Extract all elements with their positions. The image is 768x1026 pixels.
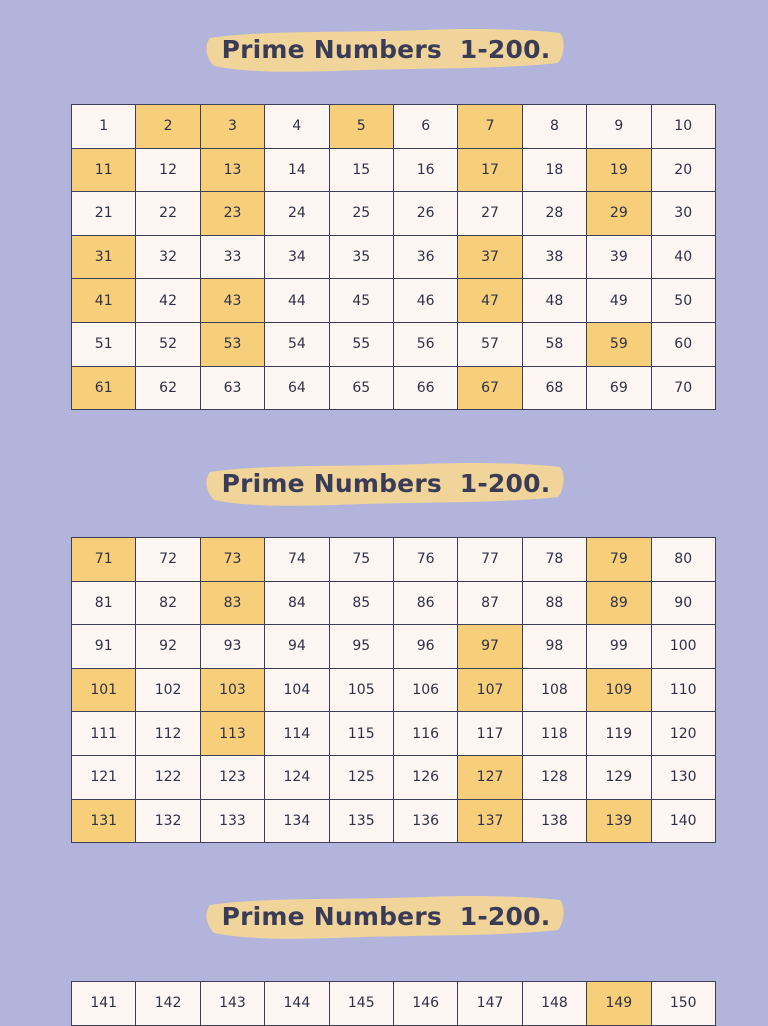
number-cell: 49 <box>587 279 651 323</box>
number-row <box>72 235 716 279</box>
number-cell: 124 <box>265 755 329 799</box>
number-row <box>72 755 716 799</box>
number-cell: 74 <box>265 538 329 582</box>
prime-number-cell: 109 <box>587 668 651 712</box>
number-cell: 105 <box>329 668 393 712</box>
number-cell: 15 <box>329 148 393 192</box>
number-cell: 70 <box>651 366 715 410</box>
prime-number-cell: 37 <box>458 235 522 279</box>
number-cell: 136 <box>393 799 457 843</box>
number-cell: 134 <box>265 799 329 843</box>
number-cell: 112 <box>136 712 200 756</box>
number-cell: 28 <box>522 192 586 236</box>
number-cell: 110 <box>651 668 715 712</box>
number-cell: 88 <box>522 581 586 625</box>
number-cell: 4 <box>265 105 329 149</box>
number-cell: 77 <box>458 538 522 582</box>
number-cell: 81 <box>72 581 136 625</box>
number-cell: 50 <box>651 279 715 323</box>
number-row <box>72 105 716 149</box>
number-cell: 133 <box>200 799 264 843</box>
number-cell: 39 <box>587 235 651 279</box>
number-cell: 150 <box>651 982 715 1026</box>
number-cell: 54 <box>265 322 329 366</box>
prime-number-cell: 2 <box>136 105 200 149</box>
number-cell: 33 <box>200 235 264 279</box>
number-cell: 117 <box>458 712 522 756</box>
prime-number-cell: 79 <box>587 538 651 582</box>
number-cell: 40 <box>651 235 715 279</box>
number-cell: 132 <box>136 799 200 843</box>
number-cell: 25 <box>329 192 393 236</box>
prime-number-cell: 113 <box>200 712 264 756</box>
prime-number-cell: 11 <box>72 148 136 192</box>
prime-number-cell: 73 <box>200 538 264 582</box>
number-row <box>72 322 716 366</box>
number-cell: 72 <box>136 538 200 582</box>
number-cell: 48 <box>522 279 586 323</box>
prime-number-cell: 89 <box>587 581 651 625</box>
number-cell: 80 <box>651 538 715 582</box>
number-row <box>72 366 716 410</box>
prime-number-cell: 17 <box>458 148 522 192</box>
number-cell: 9 <box>587 105 651 149</box>
prime-number-cell: 127 <box>458 755 522 799</box>
prime-number-cell: 19 <box>587 148 651 192</box>
number-row <box>72 279 716 323</box>
number-cell: 99 <box>587 625 651 669</box>
number-cell: 36 <box>393 235 457 279</box>
number-cell: 27 <box>458 192 522 236</box>
number-cell: 135 <box>329 799 393 843</box>
number-cell: 93 <box>200 625 264 669</box>
section-title-text: Prime Numbers 1-200. <box>221 468 551 498</box>
prime-number-cell: 139 <box>587 799 651 843</box>
number-cell: 148 <box>522 982 586 1026</box>
number-cell: 120 <box>651 712 715 756</box>
prime-number-cell: 71 <box>72 538 136 582</box>
prime-number-cell: 83 <box>200 581 264 625</box>
number-cell: 85 <box>329 581 393 625</box>
number-cell: 10 <box>651 105 715 149</box>
number-cell: 104 <box>265 668 329 712</box>
number-cell: 68 <box>522 366 586 410</box>
number-cell: 122 <box>136 755 200 799</box>
prime-number-cell: 53 <box>200 322 264 366</box>
number-cell: 116 <box>393 712 457 756</box>
number-cell: 45 <box>329 279 393 323</box>
number-cell: 8 <box>522 105 586 149</box>
number-cell: 142 <box>136 982 200 1026</box>
number-cell: 57 <box>458 322 522 366</box>
number-cell: 125 <box>329 755 393 799</box>
prime-number-cell: 61 <box>72 366 136 410</box>
number-cell: 82 <box>136 581 200 625</box>
prime-number-cell: 29 <box>587 192 651 236</box>
number-cell: 63 <box>200 366 264 410</box>
number-table-2 <box>71 537 716 843</box>
number-cell: 145 <box>329 982 393 1026</box>
section-title-1 <box>204 24 568 74</box>
number-cell: 44 <box>265 279 329 323</box>
number-cell: 35 <box>329 235 393 279</box>
number-cell: 146 <box>393 982 457 1026</box>
number-row <box>72 799 716 843</box>
number-cell: 91 <box>72 625 136 669</box>
number-cell: 24 <box>265 192 329 236</box>
prime-number-cell: 41 <box>72 279 136 323</box>
prime-number-cell: 3 <box>200 105 264 149</box>
number-cell: 78 <box>522 538 586 582</box>
number-cell: 140 <box>651 799 715 843</box>
number-cell: 32 <box>136 235 200 279</box>
prime-number-cell: 137 <box>458 799 522 843</box>
number-cell: 30 <box>651 192 715 236</box>
number-table-1 <box>71 104 716 410</box>
prime-number-cell: 5 <box>329 105 393 149</box>
number-row <box>72 712 716 756</box>
number-cell: 111 <box>72 712 136 756</box>
number-cell: 86 <box>393 581 457 625</box>
number-cell: 118 <box>522 712 586 756</box>
prime-number-cell: 59 <box>587 322 651 366</box>
number-cell: 69 <box>587 366 651 410</box>
number-cell: 58 <box>522 322 586 366</box>
prime-number-cell: 107 <box>458 668 522 712</box>
number-cell: 96 <box>393 625 457 669</box>
prime-number-cell: 103 <box>200 668 264 712</box>
number-cell: 128 <box>522 755 586 799</box>
number-cell: 34 <box>265 235 329 279</box>
number-cell: 65 <box>329 366 393 410</box>
number-cell: 141 <box>72 982 136 1026</box>
number-cell: 147 <box>458 982 522 1026</box>
number-cell: 90 <box>651 581 715 625</box>
number-cell: 46 <box>393 279 457 323</box>
prime-number-cell: 13 <box>200 148 264 192</box>
number-cell: 94 <box>265 625 329 669</box>
prime-number-cell: 43 <box>200 279 264 323</box>
section-title-2 <box>204 458 568 508</box>
number-cell: 55 <box>329 322 393 366</box>
number-cell: 20 <box>651 148 715 192</box>
number-row <box>72 538 716 582</box>
number-cell: 114 <box>265 712 329 756</box>
number-cell: 87 <box>458 581 522 625</box>
prime-number-cell: 7 <box>458 105 522 149</box>
prime-number-cell: 47 <box>458 279 522 323</box>
section-title-3 <box>204 891 568 941</box>
number-cell: 92 <box>136 625 200 669</box>
number-cell: 22 <box>136 192 200 236</box>
section-title-text: Prime Numbers 1-200. <box>221 901 551 931</box>
number-cell: 76 <box>393 538 457 582</box>
number-cell: 60 <box>651 322 715 366</box>
number-cell: 75 <box>329 538 393 582</box>
prime-number-cell: 23 <box>200 192 264 236</box>
number-row <box>72 668 716 712</box>
number-cell: 95 <box>329 625 393 669</box>
number-cell: 26 <box>393 192 457 236</box>
number-cell: 21 <box>72 192 136 236</box>
number-cell: 18 <box>522 148 586 192</box>
number-cell: 38 <box>522 235 586 279</box>
number-cell: 6 <box>393 105 457 149</box>
number-cell: 115 <box>329 712 393 756</box>
number-cell: 42 <box>136 279 200 323</box>
number-cell: 16 <box>393 148 457 192</box>
number-cell: 1 <box>72 105 136 149</box>
number-cell: 123 <box>200 755 264 799</box>
number-cell: 143 <box>200 982 264 1026</box>
number-row <box>72 625 716 669</box>
prime-number-cell: 149 <box>587 982 651 1026</box>
number-cell: 129 <box>587 755 651 799</box>
number-cell: 98 <box>522 625 586 669</box>
number-cell: 52 <box>136 322 200 366</box>
number-cell: 14 <box>265 148 329 192</box>
number-cell: 144 <box>265 982 329 1026</box>
number-cell: 126 <box>393 755 457 799</box>
prime-number-cell: 31 <box>72 235 136 279</box>
prime-number-cell: 101 <box>72 668 136 712</box>
number-cell: 119 <box>587 712 651 756</box>
number-cell: 12 <box>136 148 200 192</box>
number-cell: 106 <box>393 668 457 712</box>
number-cell: 130 <box>651 755 715 799</box>
number-cell: 66 <box>393 366 457 410</box>
number-row <box>72 192 716 236</box>
number-cell: 64 <box>265 366 329 410</box>
number-row <box>72 982 716 1026</box>
number-cell: 108 <box>522 668 586 712</box>
number-row <box>72 148 716 192</box>
number-cell: 51 <box>72 322 136 366</box>
number-cell: 100 <box>651 625 715 669</box>
number-cell: 62 <box>136 366 200 410</box>
number-cell: 138 <box>522 799 586 843</box>
number-cell: 84 <box>265 581 329 625</box>
number-table-3 <box>71 981 716 1026</box>
number-cell: 121 <box>72 755 136 799</box>
prime-number-cell: 97 <box>458 625 522 669</box>
number-row <box>72 581 716 625</box>
section-title-text: Prime Numbers 1-200. <box>221 34 551 64</box>
prime-number-cell: 131 <box>72 799 136 843</box>
prime-number-cell: 67 <box>458 366 522 410</box>
number-cell: 102 <box>136 668 200 712</box>
number-cell: 56 <box>393 322 457 366</box>
